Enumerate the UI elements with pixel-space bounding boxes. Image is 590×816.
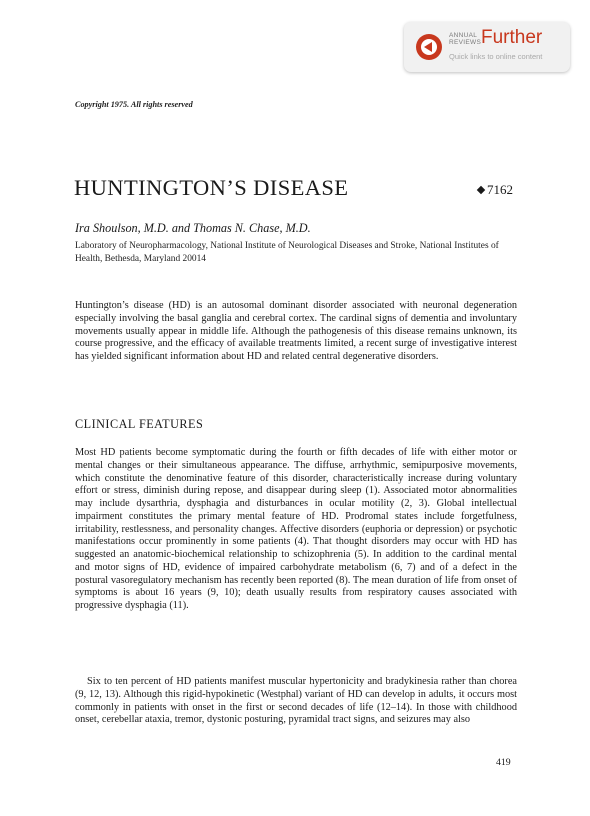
badge-further-label: Further — [481, 27, 543, 48]
badge-reviews-label: REVIEWS — [449, 39, 482, 46]
author-line: Ira Shoulson, M.D. and Thomas N. Chase, M.D. — [75, 221, 311, 235]
body-paragraph-2: Six to ten percent of HD patients manifest muscular hypertonicity and bradykinesia rather than chorea (9, 12, 13). Although this rigid-hypokinetic (Westphal) variant of HD can develop in adults, it occurs most commonly in patients with onset in the first or second decades of life (12–14). In those with childhood onset, cerebellar ataxia, tremor, dystonic posturing, pyramidal tract signs, and seizures may also — [75, 676, 517, 726]
article-code-number: 7162 — [487, 182, 513, 197]
badge-annual-label: ANNUAL — [449, 32, 478, 39]
abstract-paragraph: Huntington’s disease (HD) is an autosomal dominant disorder associated with neuronal degeneration especially involving the basal ganglia and cerebral cortex. The cardinal signs of dementia and involuntary movements usually appear in middle life. Although the pathogenesis of this disease remains unknown, its course progressive, and the efficacy of available treatments limited, a recent surge of investigative interest has yielded significant information about HD and related central degenerative disorders. — [75, 300, 517, 362]
article-title: HUNTINGTON’S DISEASE — [74, 175, 349, 200]
further-badge[interactable] — [404, 22, 570, 72]
body-paragraph-1: Most HD patients become symptomatic during the fourth or fifth decades of life with either motor or mental changes or their simultaneous appearance. The diffuse, arrhythmic, semipurposive movements, which constitute the denominative feature of this disorder, characteristically increase during voluntary effort or stress, diminish during repose, and disappear during sleep (1). Associated motor abnormalities may include dysarthria, dysphagia and disturbances in ocular motility (2, 3). Global intellectual impairment constitutes the primary mental feature of HD. Prodromal states include forgetfulness, irritability, restlessness, and personality changes. Affective disorders (euphoria or depression) or psychotic manifestations occur prominently in some patients (4). That thought disorders may occur with HD has suggested an anatomic-biochemical relationship to schizophrenia (5). In addition to the cardinal mental and motor signs of HD, evidence of impaired carbohydrate metabolism (6, 7) and of a defect in the postural vasoregulatory mechanism has recently been reported (8). The mean duration of life from onset of symptoms is about 16 years (9, 10); death usually results from respiratory causes associated with progressive dysphagia (11). — [75, 447, 517, 611]
author-affiliation: Laboratory of Neuropharmacology, National Institute of Neurological Diseases and Stroke, National Institutes of Health, Bethesda, Maryland 20014 — [75, 241, 499, 264]
page-number: 419 — [496, 757, 511, 768]
section-heading: CLINICAL FEATURES — [75, 417, 204, 431]
annual-reviews-logo-icon — [416, 34, 442, 60]
diamond-icon — [477, 186, 485, 194]
copyright-notice: Copyright 1975. All rights reserved — [75, 100, 193, 109]
article-code — [478, 182, 513, 198]
badge-quick-links-link[interactable]: Quick links to online content — [449, 52, 543, 61]
